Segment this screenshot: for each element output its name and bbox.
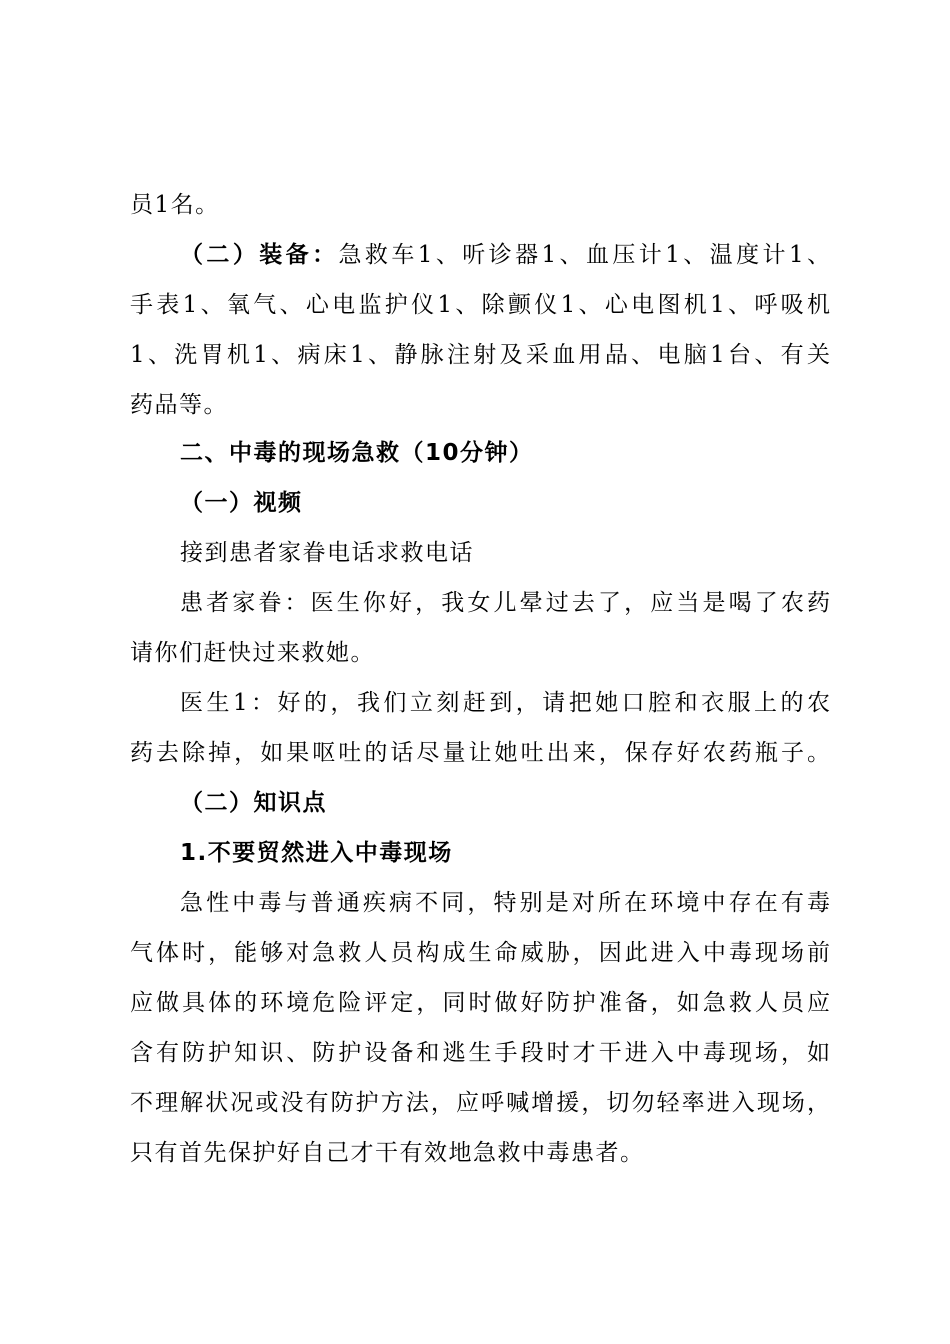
paragraph-line: 医生1：好的，我们立刻赶到，请把她口腔和衣服上的农 <box>180 690 830 716</box>
subsection-heading: （一）视频 <box>180 490 303 516</box>
paragraph-line: 只有首先保护好自己才干有效地急救中毒患者。 <box>130 1140 645 1166</box>
paragraph-line: 应做具体的环境危险评定，同时做好防护准备，如急救人员应 <box>130 990 830 1016</box>
section-heading: 二、中毒的现场急救（10分钟） <box>180 440 534 466</box>
paragraph-line: 1、洗胃机1、病床1、静脉注射及采血用品、电脑1台、有关 <box>130 342 830 368</box>
paragraph-line: 含有防护知识、防护设备和逃生手段时才干进入中毒现场，如 <box>130 1040 830 1066</box>
subsection-heading: （二）知识点 <box>180 790 327 816</box>
equipment-text: 急救车1、听诊器1、血压计1、温度计1、 <box>338 242 830 268</box>
paragraph-line: 接到患者家眷电话求救电话 <box>180 540 474 566</box>
paragraph-line: 手表1、氧气、心电监护仪1、除颤仪1、心电图机1、呼吸机 <box>130 292 830 318</box>
equipment-heading: （二）装备： <box>180 242 339 268</box>
point-heading: 1.不要贸然进入中毒现场 <box>180 840 453 866</box>
paragraph-line: 急性中毒与普通疾病不同，特别是对所在环境中存在有毒 <box>180 890 830 916</box>
paragraph-line: 药去除掉，如果呕吐的话尽量让她吐出来，保存好农药瓶子。 <box>130 740 830 766</box>
paragraph-line: 员1名。 <box>130 192 220 218</box>
paragraph-line: 药品等。 <box>130 392 228 418</box>
equipment-line <box>180 240 830 270</box>
paragraph-line: 不理解状况或没有防护方法，应呼喊增援，切勿轻率进入现场， <box>130 1090 830 1116</box>
paragraph-line: 请你们赶快过来救她。 <box>130 640 375 666</box>
paragraph-line: 气体时，能够对急救人员构成生命威胁，因此进入中毒现场前 <box>130 940 830 966</box>
paragraph-line: 患者家眷：医生你好，我女儿晕过去了，应当是喝了农药 <box>180 590 830 616</box>
